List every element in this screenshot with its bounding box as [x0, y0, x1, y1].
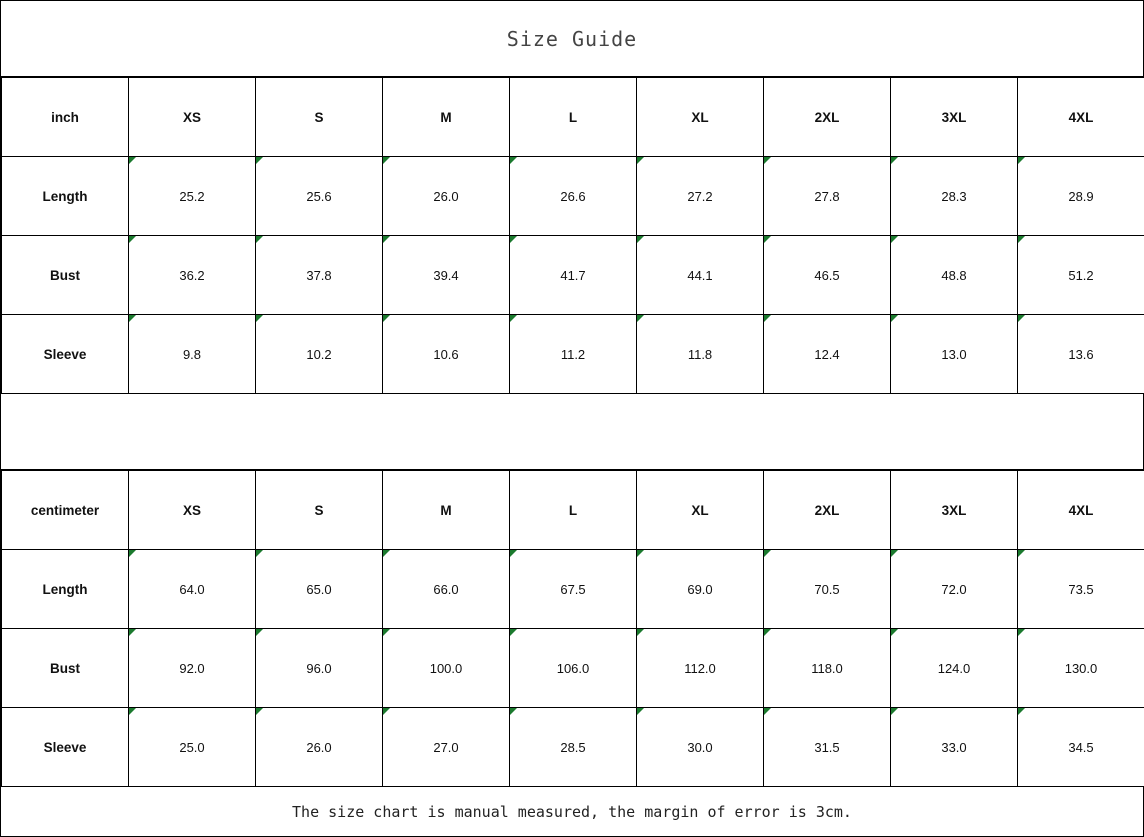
cell-inch-bust-2xl: 46.5	[764, 236, 891, 315]
cell-cm-sleeve-2xl: 31.5	[764, 708, 891, 787]
row-label-cm-length: Length	[2, 550, 129, 629]
cell-inch-length-2xl: 27.8	[764, 157, 891, 236]
cell-inch-bust-l: 41.7	[510, 236, 637, 315]
cell-inch-bust-xs: 36.2	[129, 236, 256, 315]
cell-inch-length-xl: 27.2	[637, 157, 764, 236]
column-header-cm-xl: XL	[637, 471, 764, 550]
column-header-s: S	[256, 78, 383, 157]
cell-inch-sleeve-xs: 9.8	[129, 315, 256, 394]
cell-cm-bust-4xl: 130.0	[1018, 629, 1144, 708]
cell-inch-sleeve-l: 11.2	[510, 315, 637, 394]
cell-inch-length-4xl: 28.9	[1018, 157, 1144, 236]
cell-cm-bust-l: 106.0	[510, 629, 637, 708]
cell-inch-sleeve-m: 10.6	[383, 315, 510, 394]
cell-cm-length-xl: 69.0	[637, 550, 764, 629]
cell-cm-length-l: 67.5	[510, 550, 637, 629]
cell-cm-sleeve-3xl: 33.0	[891, 708, 1018, 787]
cell-inch-bust-m: 39.4	[383, 236, 510, 315]
cell-cm-sleeve-xl: 30.0	[637, 708, 764, 787]
table-row	[2, 315, 1144, 394]
cell-inch-length-l: 26.6	[510, 157, 637, 236]
row-label-sleeve: Sleeve	[2, 315, 129, 394]
row-label-cm-bust: Bust	[2, 629, 129, 708]
row-label-length: Length	[2, 157, 129, 236]
cell-inch-length-m: 26.0	[383, 157, 510, 236]
cell-cm-sleeve-l: 28.5	[510, 708, 637, 787]
table-separator	[1, 394, 1143, 470]
table-row	[2, 708, 1144, 787]
column-header-cm-l: L	[510, 471, 637, 550]
cell-cm-bust-2xl: 118.0	[764, 629, 891, 708]
cell-cm-sleeve-4xl: 34.5	[1018, 708, 1144, 787]
cell-inch-sleeve-xl: 11.8	[637, 315, 764, 394]
column-header-m: M	[383, 78, 510, 157]
size-table-centimeter	[1, 470, 1144, 787]
cell-cm-bust-3xl: 124.0	[891, 629, 1018, 708]
column-header-3xl: 3XL	[891, 78, 1018, 157]
table-row-header	[2, 471, 1144, 550]
size-table-inch	[1, 77, 1144, 394]
table-row	[2, 550, 1144, 629]
cell-cm-sleeve-xs: 25.0	[129, 708, 256, 787]
cell-inch-sleeve-2xl: 12.4	[764, 315, 891, 394]
table-row	[2, 236, 1144, 315]
cell-inch-length-s: 25.6	[256, 157, 383, 236]
column-header-l: L	[510, 78, 637, 157]
cell-cm-bust-xl: 112.0	[637, 629, 764, 708]
cell-inch-bust-4xl: 51.2	[1018, 236, 1144, 315]
column-header-4xl: 4XL	[1018, 78, 1144, 157]
column-header-cm-2xl: 2XL	[764, 471, 891, 550]
column-header-cm-xs: XS	[129, 471, 256, 550]
footer-note: The size chart is manual measured, the margin of error is 3cm.	[1, 787, 1143, 836]
cell-inch-sleeve-4xl: 13.6	[1018, 315, 1144, 394]
cell-inch-bust-xl: 44.1	[637, 236, 764, 315]
cell-cm-length-m: 66.0	[383, 550, 510, 629]
row-label-cm-sleeve: Sleeve	[2, 708, 129, 787]
cell-cm-bust-s: 96.0	[256, 629, 383, 708]
cell-cm-length-3xl: 72.0	[891, 550, 1018, 629]
cell-cm-length-s: 65.0	[256, 550, 383, 629]
column-header-cm-m: M	[383, 471, 510, 550]
cell-inch-length-3xl: 28.3	[891, 157, 1018, 236]
cell-cm-length-2xl: 70.5	[764, 550, 891, 629]
column-header-cm-3xl: 3XL	[891, 471, 1018, 550]
column-header-2xl: 2XL	[764, 78, 891, 157]
column-header-xl: XL	[637, 78, 764, 157]
cell-inch-sleeve-s: 10.2	[256, 315, 383, 394]
cell-cm-sleeve-s: 26.0	[256, 708, 383, 787]
cell-inch-bust-3xl: 48.8	[891, 236, 1018, 315]
page-title: Size Guide	[1, 1, 1143, 77]
cell-cm-sleeve-m: 27.0	[383, 708, 510, 787]
table-row	[2, 629, 1144, 708]
cell-cm-length-4xl: 73.5	[1018, 550, 1144, 629]
row-label-bust: Bust	[2, 236, 129, 315]
cell-inch-bust-s: 37.8	[256, 236, 383, 315]
cell-inch-length-xs: 25.2	[129, 157, 256, 236]
table-row	[2, 157, 1144, 236]
column-header-xs: XS	[129, 78, 256, 157]
cell-cm-length-xs: 64.0	[129, 550, 256, 629]
unit-label-inch: inch	[2, 78, 129, 157]
cell-cm-bust-xs: 92.0	[129, 629, 256, 708]
column-header-cm-4xl: 4XL	[1018, 471, 1144, 550]
unit-label-centimeter: centimeter	[2, 471, 129, 550]
cell-inch-sleeve-3xl: 13.0	[891, 315, 1018, 394]
column-header-cm-s: S	[256, 471, 383, 550]
cell-cm-bust-m: 100.0	[383, 629, 510, 708]
table-row-header	[2, 78, 1144, 157]
